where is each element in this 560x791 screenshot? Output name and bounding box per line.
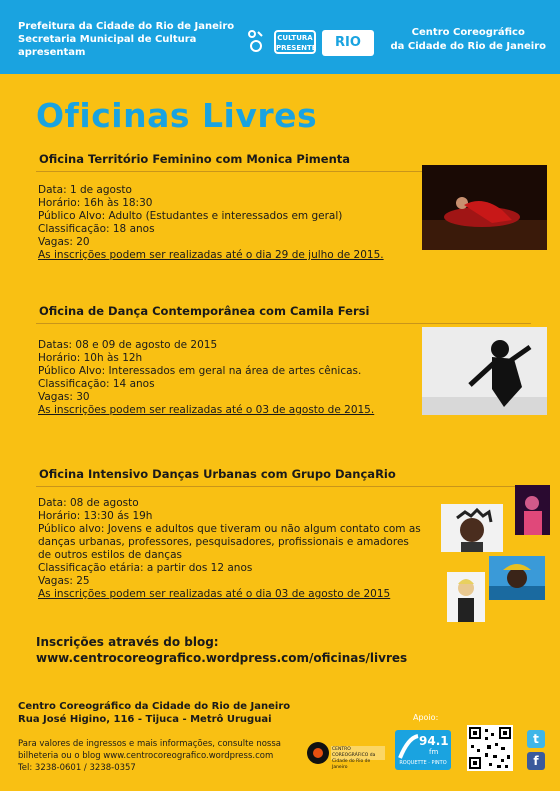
support-label: Apoio: [413, 713, 439, 722]
qr-code-icon[interactable] [467, 725, 513, 771]
dancer-photo-3 [489, 556, 545, 600]
venue-address: Centro Coreográfico da Cidade do Rio de Janeiro Rua José Higino, 116 - Tijuca - Metrô Uruguai [18, 701, 291, 725]
workshop-2-registration: As inscrições podem ser realizadas até o 03 de agosto de 2015. [38, 404, 375, 416]
sponsor-mark-icon [247, 28, 265, 58]
dancer-photo-2 [441, 504, 503, 552]
workshop-1-title: Oficina Território Feminino com Monica Pimenta [39, 152, 351, 166]
page-title: Oficinas Livres [36, 96, 318, 135]
divider [36, 323, 531, 324]
workshop-1-photo [422, 165, 547, 250]
workshop-1-info: Data: 1 de agosto Horário: 16h às 18:30 Público Alvo: Adulto (Estudantes e interessados em geral) Classificação: 18 anos Vagas: 20 As inscrições podem ser realizadas até o dia 29 de julho de 2015. [38, 184, 384, 261]
workshop-2-info: Datas: 08 e 09 de agosto de 2015 Horário: 10h às 12h Público Alvo: Interessados em geral na área de artes cênicas. Classificação: 14 anos Vagas: 30 As inscrições podem ser realizadas até o 03 de agosto de 2015. [38, 339, 375, 416]
presenters: Prefeitura da Cidade do Rio de Janeiro Secretaria Municipal de Cultura apresentam [18, 21, 235, 58]
workshop-1-registration: As inscrições podem ser realizadas até o dia 29 de julho de 2015. [38, 249, 384, 261]
workshop-2-photo [422, 327, 547, 415]
divider [36, 486, 531, 487]
cultura-presente-logo: CULTURA PRESENTE [274, 30, 316, 54]
blog-url[interactable]: www.centrocoreografico.wordpress.com/oficinas/livres [36, 651, 408, 665]
venue-name: Centro Coreográfico da Cidade do Rio de Janeiro [390, 27, 546, 52]
workshop-3-info: Data: 08 de agosto Horário: 13:30 ás 19h Público alvo: Jovens e adultos que tiveram ou não algum contato com as danças urbanas, professores, pesquisadores, profissionais e amadores de outros estilos de danças Classificação etária: a partir dos 12 anos Vagas: 25 As inscrições podem ser realizadas até o dia 03 de agosto de 2015 [38, 497, 421, 600]
workshop-2-title: Oficina de Dança Contemporânea com Camila Fersi [39, 304, 370, 318]
workshop-3-title: Oficina Intensivo Danças Urbanas com Grupo DançaRio [39, 467, 396, 481]
blog-registration: Inscrições através do blog: www.centrocoreografico.wordpress.com/oficinas/livres [36, 635, 408, 665]
dancer-photo-1 [515, 485, 550, 535]
radio-roquette-pinto-logo: 94.1 fm ROQUETTE · PINTO [395, 730, 451, 770]
dancer-photo-4 [447, 572, 485, 622]
centro-coreografico-logo: CENTRO COREOGRÁFICO da Cidade do Rio de Janeiro [306, 737, 386, 769]
twitter-icon[interactable]: t [527, 730, 545, 748]
facebook-icon[interactable]: f [527, 752, 545, 770]
rio-prefeitura-logo: RIO [322, 30, 374, 56]
contact-info: Para valores de ingressos e mais informações, consulte nossa bilheteria ou o blog www.centrocoreografico.wordpress.com Tel: 3238-0601 / 3238-0357 [18, 739, 282, 773]
header-bar [0, 0, 560, 74]
workshop-3-registration: As inscrições podem ser realizadas até o dia 03 de agosto de 2015 [38, 588, 391, 600]
